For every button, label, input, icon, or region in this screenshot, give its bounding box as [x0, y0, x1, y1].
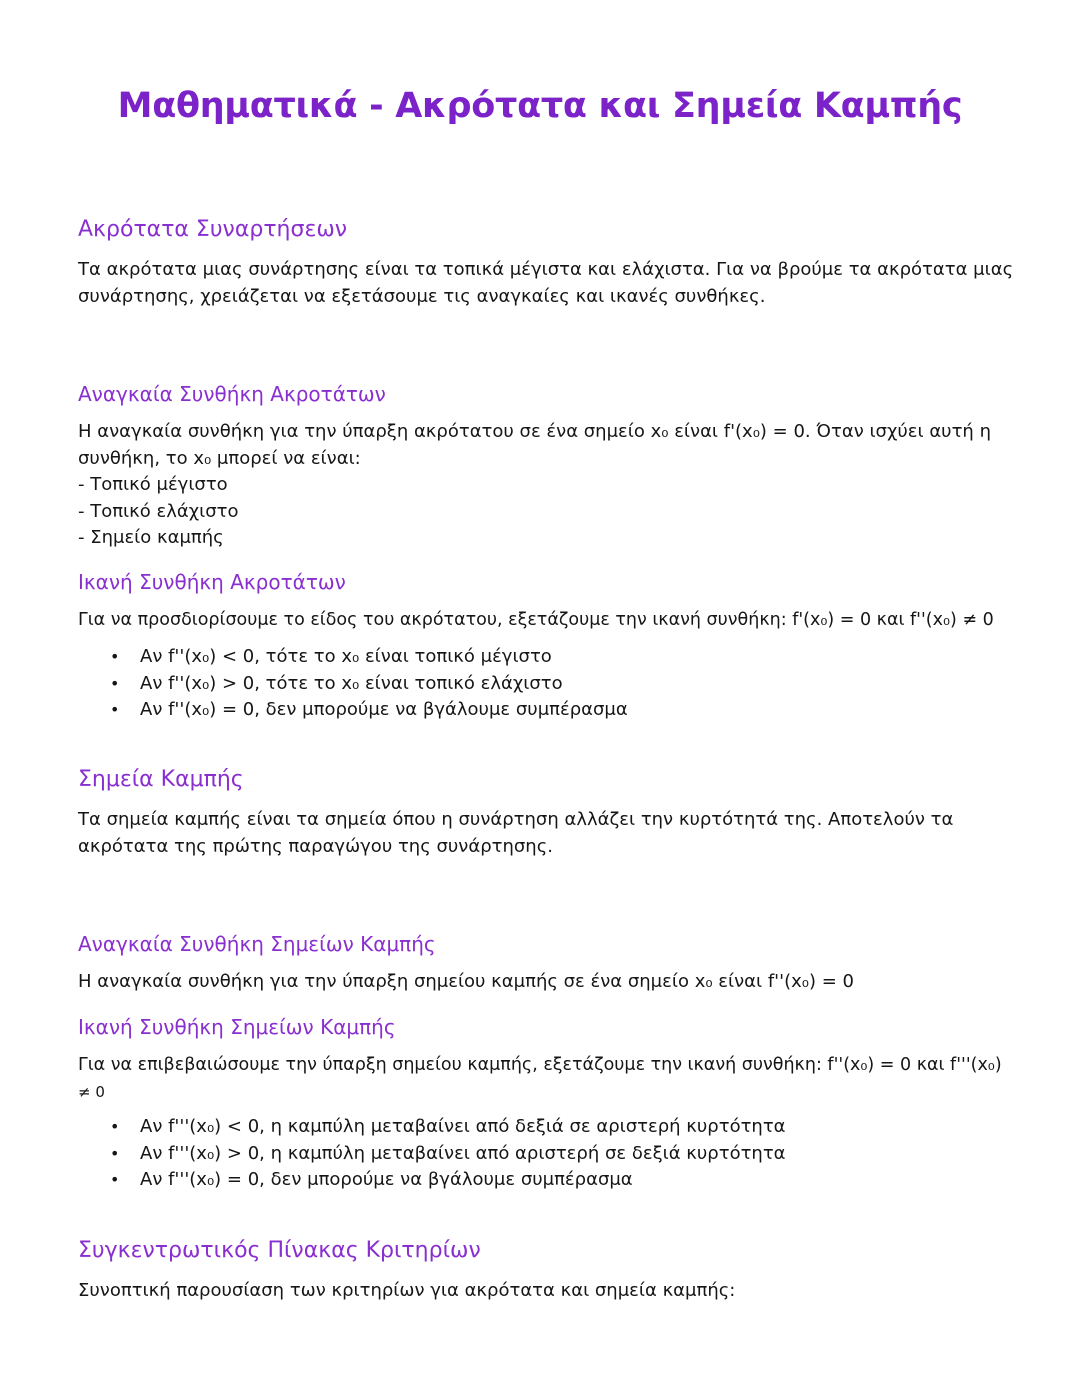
list-item: • Αν f'''(x₀) < 0, η καμπύλη μεταβαίνει από δεξιά σε αριστερή κυρτότητα	[108, 1114, 786, 1141]
list-line: - Τοπικό ελάχιστο	[78, 500, 239, 522]
list-item: • Αν f''(x₀) = 0, δεν μπορούμε να βγάλουμε συμπέρασμα	[108, 697, 628, 724]
section-heading-summary: Συγκεντρωτικός Πίνακας Κριτηρίων	[78, 1238, 481, 1263]
text-line: συνθήκη, το x₀ μπορεί να είναι:	[78, 447, 361, 469]
section-heading-sufficient-inflection: Ικανή Συνθήκη Σημείων Καμπής	[78, 1015, 396, 1039]
list-item: • Αν f'''(x₀) = 0, δεν μπορούμε να βγάλουμε συμπέρασμα	[108, 1167, 786, 1194]
section-text-inflection	[78, 806, 1008, 860]
bullet-list-sufficient-inflection	[108, 1114, 786, 1194]
section-heading-necessary-inflection: Αναγκαία Συνθήκη Σημείων Καμπής	[78, 932, 436, 956]
text-line: συνάρτησης, χρειάζεται να εξετάσουμε τις αναγκαίες και ικανές συνθήκες.	[78, 286, 766, 307]
section-text-necessary-inflection	[78, 968, 1008, 995]
text-line: Τα σημεία καμπής είναι τα σημεία όπου η συνάρτηση αλλάζει την κυρτότητά της. Αποτελούν τα	[78, 809, 954, 830]
text-line: Η αναγκαία συνθήκη για την ύπαρξη ακρότατου σε ένα σημείο x₀ είναι f'(x₀) = 0. Όταν ισχύει αυτή η	[78, 421, 991, 442]
list-line: - Τοπικό μέγιστο	[78, 474, 228, 495]
section-heading-inflection: Σημεία Καμπής	[78, 767, 244, 792]
list-item: • Αν f''(x₀) < 0, τότε το x₀ είναι τοπικό μέγιστο	[108, 644, 628, 671]
section-heading-extrema: Ακρότατα Συναρτήσεων	[78, 217, 348, 242]
section-heading-sufficient-extrema: Ικανή Συνθήκη Ακροτάτων	[78, 570, 346, 594]
text-line: Για να προσδιορίσουμε το είδος του ακρότατου, εξετάζουμε την ικανή συνθήκη: f'(x₀) = 0 και f''(x₀) ≠ 0	[78, 610, 994, 630]
list-item: • Αν f'''(x₀) > 0, η καμπύλη μεταβαίνει από αριστερή σε δεξιά κυρτότητα	[108, 1141, 786, 1168]
text-line: ακρότατα της πρώτης παραγώγου της συνάρτησης.	[78, 836, 554, 857]
text-line: Για να επιβεβαιώσουμε την ύπαρξη σημείου καμπής, εξετάζουμε την ικανή συνθήκη: f''(x₀) = 0 και f'''(x₀)	[78, 1055, 1002, 1075]
text-line: Τα ακρότατα μιας συνάρτησης είναι τα τοπικά μέγιστα και ελάχιστα. Για να βρούμε τα ακρότατα μιας	[78, 259, 1014, 280]
text-line: ≠ 0	[78, 1083, 105, 1101]
text-line: Η αναγκαία συνθήκη για την ύπαρξη σημείου καμπής σε ένα σημείο x₀ είναι f''(x₀) = 0	[78, 971, 854, 992]
list-line: - Σημείο καμπής	[78, 527, 224, 548]
list-item: • Αν f''(x₀) > 0, τότε το x₀ είναι τοπικό ελάχιστο	[108, 671, 628, 698]
text-line: Συνοπτική παρουσίαση των κριτηρίων για ακρότατα και σημεία καμπής:	[78, 1280, 736, 1301]
section-text-summary	[78, 1277, 1008, 1304]
section-text-extrema	[78, 256, 1014, 310]
page-title: Μαθηματικά - Ακρότατα και Σημεία Καμπής	[117, 86, 963, 126]
section-text-sufficient-extrema	[78, 607, 1008, 634]
section-heading-necessary-extrema: Αναγκαία Συνθήκη Ακροτάτων	[78, 382, 386, 406]
section-text-sufficient-inflection	[78, 1052, 1008, 1106]
section-text-necessary-extrema	[78, 419, 1008, 552]
bullet-list-sufficient-extrema	[108, 644, 628, 724]
